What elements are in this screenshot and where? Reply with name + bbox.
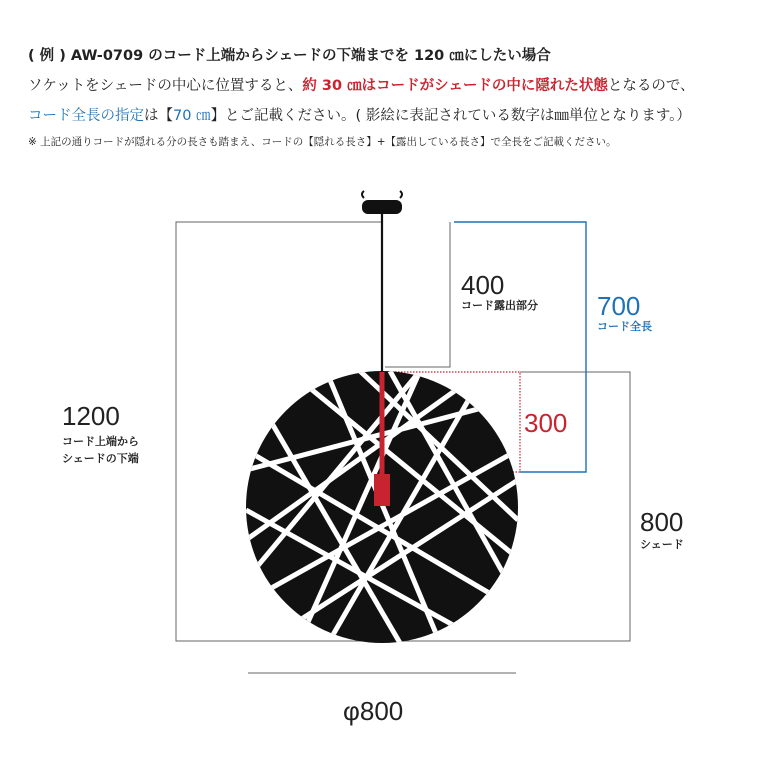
footnote-line: ※ 上記の通りコードが隠れる分の長さも踏まえ、コードの【隠れる長さ】+【露出している長さ】で全長をご記載ください。 <box>28 136 617 148</box>
cord-length-spec-value: 70 ㎝ <box>173 108 211 124</box>
explanation-text-a: ソケットをシェードの中心に位置すると、 <box>28 78 303 94</box>
hidden-cord-label <box>524 410 567 437</box>
title-line: ( 例 ) AW-0709 のコード上端からシェードの下端までを 120 ㎝にしたい場合 <box>28 48 551 64</box>
shade-height-label <box>640 509 684 551</box>
cord-length-spec-label: コード全長の指定 <box>28 108 144 124</box>
exposed-cord-label <box>461 272 538 312</box>
diameter-label <box>343 698 403 725</box>
total-length-label <box>62 403 139 464</box>
exposed-cord-caption: コード露出部分 <box>461 299 538 313</box>
shade-height-value: 800 <box>640 507 684 537</box>
explanation-text-b: は【 <box>144 108 173 124</box>
total-length-caption-2: シェードの下端 <box>62 451 139 465</box>
cord-total-caption: コード全長 <box>597 320 652 334</box>
exposed-cord-value: 400 <box>461 270 505 300</box>
ceiling-canopy-icon <box>362 200 402 214</box>
shade-height-caption: シェード <box>640 538 684 552</box>
total-length-caption-1: コード上端から <box>62 435 139 449</box>
socket <box>374 474 390 506</box>
diameter-value: φ800 <box>343 696 404 726</box>
exposed-cord-guide <box>385 222 450 367</box>
hidden-cord-value: 300 <box>524 408 568 438</box>
hidden-cord-note: 約 30 ㎝はコードがシェードの中に隠れた状態 <box>302 78 608 94</box>
explanation-text-d: 】とご記載ください。( 影絵に表記されている数字は㎜単位となります。） <box>210 108 691 124</box>
cord-total-value: 700 <box>597 291 641 321</box>
total-length-value: 1200 <box>62 401 120 431</box>
cord-total-label <box>597 293 652 333</box>
explanation-text-c: となるので、 <box>607 78 695 94</box>
